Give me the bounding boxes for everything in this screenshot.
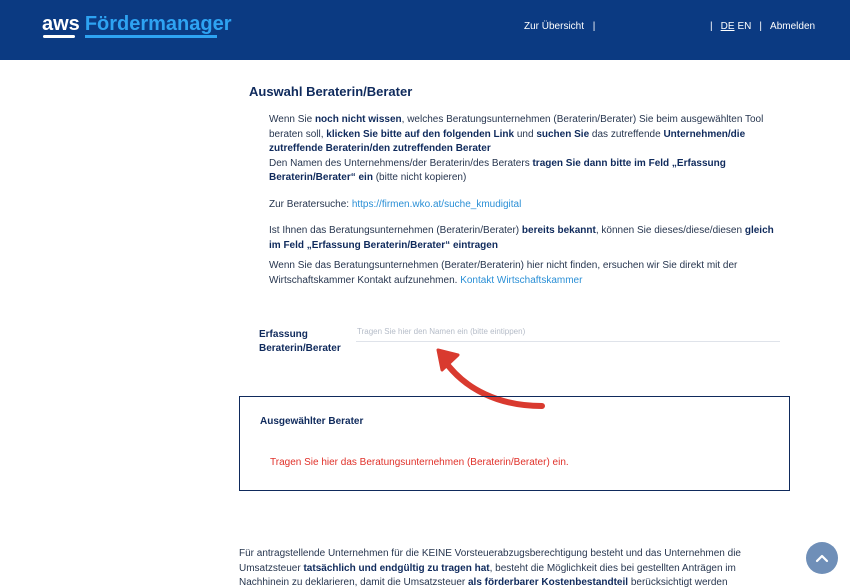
bold-text: bereits bekannt [521,225,596,236]
bold-text: suchen Sie [536,128,590,140]
text: das zutreffende [589,128,664,140]
logout-link[interactable]: Abmelden [770,21,816,32]
text: Ist Ihnen das Beratungsunternehmen (Beraterin/Berater) [269,225,522,236]
vat-info-text [239,547,779,587]
spacer [269,212,779,224]
text: und [514,128,537,140]
nav-separator: | [710,21,713,32]
bold-text: tragen Sie dann bitte im Feld „Erfassung Beraterin/Berater“ ein [269,157,726,183]
bold-text: tatsächlich und endgültig zu tragen hat [303,562,490,574]
language-de-link[interactable]: DE [720,21,735,32]
selected-consultant-panel [239,396,790,491]
logo-product-text [85,13,232,35]
label-line: Beraterin/Berater [259,343,341,354]
text: Wenn Sie [269,114,315,125]
text: Den Namen des Unternehmens/der Beraterin/des Beraters [269,157,533,169]
berater-search-link[interactable]: https://firmen.wko.at/suche_kmudigital [351,198,522,210]
bold-text: als förderbarer Kostenbestandteil [468,577,629,587]
nav-overview-group [524,21,595,32]
spacer [269,186,779,198]
bold-text: Unternehmen/die zutreffende Beraterin/den zutreffenden Berater [269,128,746,154]
berater-input[interactable] [356,322,780,342]
intro-paragraph-4 [269,224,779,253]
bold-text: klicken Sie bitte auf den folgenden Link [326,128,515,140]
page-title: Auswahl Beraterin/Berater [249,84,413,99]
logo-aws-text: aws [42,13,80,35]
text: berücksichtigt werden [628,577,728,587]
contact-wko-link[interactable]: Kontakt Wirtschaftskammer [460,274,583,286]
berater-field-label [259,328,341,356]
logo-aws-underline [43,35,75,38]
text: , besteht die Möglichkeit dies bei gestellten Anträgen im Nachhinein zu deklarieren, damit die Umsatzsteuer [239,562,736,587]
intro-paragraph-2 [269,157,779,186]
nav-separator: | [759,21,763,32]
text: , welches Beratungsunternehmen (Beraterin/Berater) Sie beim ausgewählten Tool beraten soll, [269,114,764,140]
intro-paragraph-3 [269,198,779,213]
intro-text-block [269,113,779,288]
intro-paragraph-5 [269,259,779,288]
scroll-to-top-button[interactable] [806,542,838,574]
text: Für antragstellende Unternehmen für die KEINE Vorsteuerabzugsberechtigung besteht und das Unternehmen die Umsatzsteuer [239,548,741,574]
intro-paragraph-1 [269,113,779,157]
logo-product-underline [85,35,217,38]
language-en-link[interactable]: EN [737,21,752,32]
bold-text: noch nicht wissen [314,114,402,125]
bold-text: gleich im Feld „Erfassung Beraterin/Berater“ eintragen [269,225,774,251]
selected-consultant-title: Ausgewählter Berater [260,416,364,427]
aws-foerdermanager-logo[interactable] [42,13,232,35]
chevron-up-icon [815,553,829,563]
label-line: Erfassung [259,329,308,340]
text: Wenn Sie das Beratungsunternehmen (Berater/Beraterin) hier nicht finden, ersuchen wir Sie direkt mit der Wirtschaftskammer Kontakt aufzunehmen. [269,260,738,286]
text: , können Sie dieses/diese/diesen [595,225,745,236]
nav-separator: | [592,21,596,32]
overview-link[interactable]: Zur Übersicht [524,21,585,32]
text: Zur Beratersuche: [269,198,352,210]
top-navigation-bar [0,0,850,60]
text: (bitte nicht kopieren) [372,172,467,183]
nav-right-group [710,21,815,32]
logo-product-name: Fördermanager [84,13,232,35]
selected-consultant-hint: Tragen Sie hier das Beratungsunternehmen (Beraterin/Berater) ein. [270,457,569,468]
